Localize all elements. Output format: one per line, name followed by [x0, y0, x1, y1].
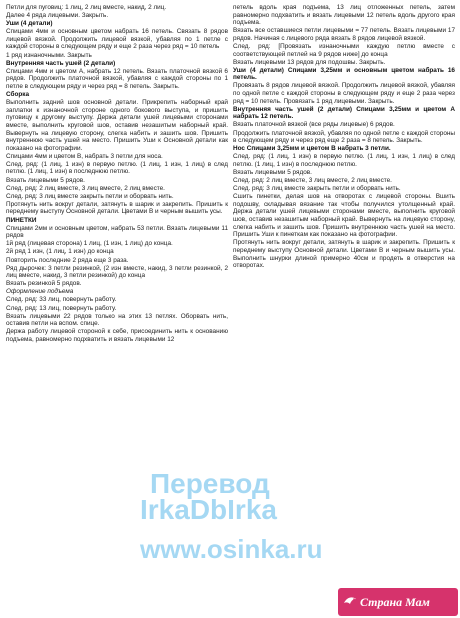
paragraph: Оформление подъема: [6, 288, 74, 296]
paragraph: Уши (4 детали) Спицами 3,25мм и основным цветом набрать 16 петель.: [233, 66, 455, 82]
paragraph: Продолжить платочной вязкой, убавляя по одной петле с каждой стороны в следующем ряду и через ряд еще 2 раза = 8 петель. Закрыть.: [233, 129, 455, 145]
paragraph: Спицами 2мм и основным цветом, набрать 53 петли. Вязать лицевыми 11 рядов: [6, 224, 228, 240]
paragraph: Петли для пуговиц: 1 лиц, 2 лиц вместе, накид, 2 лиц.: [6, 4, 167, 11]
paragraph: След. ряд: (1 лиц, 1 изн) в первую петлю. (1 лиц, 1 изн, 1 лиц) в след петлю. (1 лиц, 1 изн) в последнюю петлю.: [233, 153, 455, 168]
paragraph: Спицами 4мм и цветом В, набрать 3 петли для носа.: [6, 152, 163, 160]
paragraph: Провязать 8 рядов лицевой вязкой. Продолжить лицевой вязкой, убавляя по одной петле с каждой стороны в следующем ряду и еще 2 раза через ряд = 10 петель. Провязать 1 ряд лицевыми. Закрыть.: [233, 82, 455, 105]
paragraph: След. ряд: 3 лиц вместе закрыть петли и оборвать нить.: [233, 185, 401, 193]
paragraph: Вязать лицевыми 22 рядов только на этих 13 петлях. Оборвать нить, оставив петли на вспом. спице.: [6, 312, 228, 328]
paragraph: След. ряд: (1 лиц, 1 изн) в первую петлю. (1 лиц, 1 изн, 1 лиц) в след петлю. (1 лиц, 1 изн) в последнюю петлю.: [6, 160, 228, 176]
logo-text: Страна Мам: [360, 595, 430, 609]
paragraph: Внутренняя часть ушей (2 детали): [6, 59, 116, 67]
watermark-line2: IrkaDbIrka: [140, 494, 277, 525]
paragraph: 2й ряд 1 изн, (1 лиц, 1 изн) до конца: [6, 248, 114, 256]
paragraph: Протянуть нить вокруг детали, затянуть в шарик и закрепить. Пришить к переднему выступу Основной детали. Цветами В и черным вышить усы.: [6, 200, 228, 216]
paragraph: Уши (4 детали): [6, 20, 53, 28]
bird-icon: [342, 593, 358, 609]
paragraph: След. ряд: 2 лиц вместе, 3 лиц вместе, 2 лиц вместе.: [233, 177, 392, 185]
paragraph: Повторить последние 2 ряда еще 3 раза.: [6, 256, 129, 264]
paragraph: Вязать резинкой 5 рядов.: [6, 280, 82, 288]
paragraph: След. ряд: [Провязать изнаночными каждую петлю вместе с соответствующей петлей на 9 рядов ниже] до конца: [233, 42, 455, 58]
paragraph: Спицами 4мм и основным цветом набрать 16 петель. Связать 8 рядов лицевой вязкой. Продолжить лицевой вязкой, убавляя по 1 петле с каждой стороны в следующем ряду и еще 2 раза через ряд = 10 петель: [6, 28, 228, 51]
paragraph: Вязать лицевыми 13 рядов для подошвы. Закрыть.: [233, 58, 386, 66]
paragraph: Вязать лицевыми 5 рядов.: [233, 168, 312, 176]
paragraph: Нос Спицами 3,25мм и цветом В набрать 3 петли.: [233, 145, 391, 153]
paragraph: Держа работу лицевой стороной к себе, присоединить нить к основанию подъема, равномерно подхватить и вязать лицевыми 12: [6, 328, 228, 343]
paragraph: Вязать все оставшиеся петли лицевыми = 77 петель. Вязать лицевыми 17 рядов. Начиная с лицевого ряда вязать 8 рядов лицевой вязкой.: [233, 27, 455, 42]
site-logo[interactable]: [338, 588, 458, 616]
paragraph: Внутренняя часть ушей (2 детали) Спицами 3,25мм и цветом А набрать 12 петель.: [233, 105, 455, 121]
paragraph: След. ряд: 13 лиц, повернуть работу.: [6, 304, 117, 312]
paragraph: Сборка: [6, 91, 30, 99]
paragraph: ПИНЕТКИ: [6, 216, 37, 224]
paragraph: Спицами 4мм и цветом А, набрать 12 петель. Вязать платочной вязкой 6 рядов. Продолжить платочной вязкой, убавляя с каждой стороны по 1 петле в следующем ряду и через ряд = 8 петель. Закрыть.: [6, 67, 228, 90]
paragraph: петель вдоль края подъема, 13 лиц отложенных петель, затем равномерно подхватить и вязать лицевыми 12 петель вдоль другого края подъема.: [233, 4, 455, 27]
paragraph: Вязать лицевыми 5 рядов.: [6, 176, 85, 184]
paragraph: Вязать платочной вязкой (все ряды лицевые) 6 рядов.: [233, 121, 395, 129]
watermark-line3: www.osinka.ru: [140, 534, 323, 564]
paragraph: След. ряд: 3 лиц вместе закрыть петли и оборвать нить.: [6, 192, 174, 200]
paragraph: След. ряд: 33 лиц, повернуть работу.: [6, 296, 117, 304]
paragraph: Сшить пинетки, делая шов на отворотах с лицевой стороны. Вшить подошву, складывая вязание так чтобы получился утолщенный край. Держа детали ушей лицевыми сторонами вместе, выполнить круговой шов, оставив незашитым наборный край. Вывернуть на лицевую сторону, слегка набить и зашить шов. Пришить внутреннюю часть ушей на место. Пришить Уши к пинеткам как показано на фотографии.: [233, 193, 455, 239]
watermark-line1: Перевод: [150, 468, 270, 499]
paragraph: 1й ряд (лицевая сторона) 1 лиц, (1 изн, 1 лиц) до конца.: [6, 240, 173, 248]
left-column: [6, 4, 228, 344]
paragraph: Выполнить задний шов основной детали. Прикрепить наборный край заплатки к изнаночной стороне одного бокового выступа, и пришить пуговицу к другому выступу. Держа детали ушей лицевыми сторонами вместе, выполнить круговой шов, оставив незашитым наборный край. Вывернуть на лицевую сторону, слегка набить и зашить шов. Пришить внутреннюю часть ушей на место. Пришить Уши к Основной детали как показано на фотографии.: [6, 99, 228, 152]
paragraph: Протянуть нить вокруг детали, затянуть в шарик и закрепить. Пришить к переднему выступу Основной детали. Цветами В и черным вышить усы. Выполнить шнурки длиной примерно 40см и продеть в отверстия на отворотах.: [233, 239, 455, 270]
paragraph: Ряд дырочек: 3 петли резинкой, (2 изн вместе, накид, 3 петли резинкой, 2 лиц вместе, накид, 3 петли резинкой) до конца: [6, 264, 228, 280]
paragraph: 1 ряд изнаночными. Закрыть: [6, 51, 92, 59]
right-column: [233, 4, 455, 270]
paragraph: След. ряд: 2 лиц вместе, 3 лиц вместе, 2 лиц вместе.: [6, 184, 165, 192]
paragraph: Далее 4 ряда лицевыми. Закрыть.: [6, 12, 109, 20]
